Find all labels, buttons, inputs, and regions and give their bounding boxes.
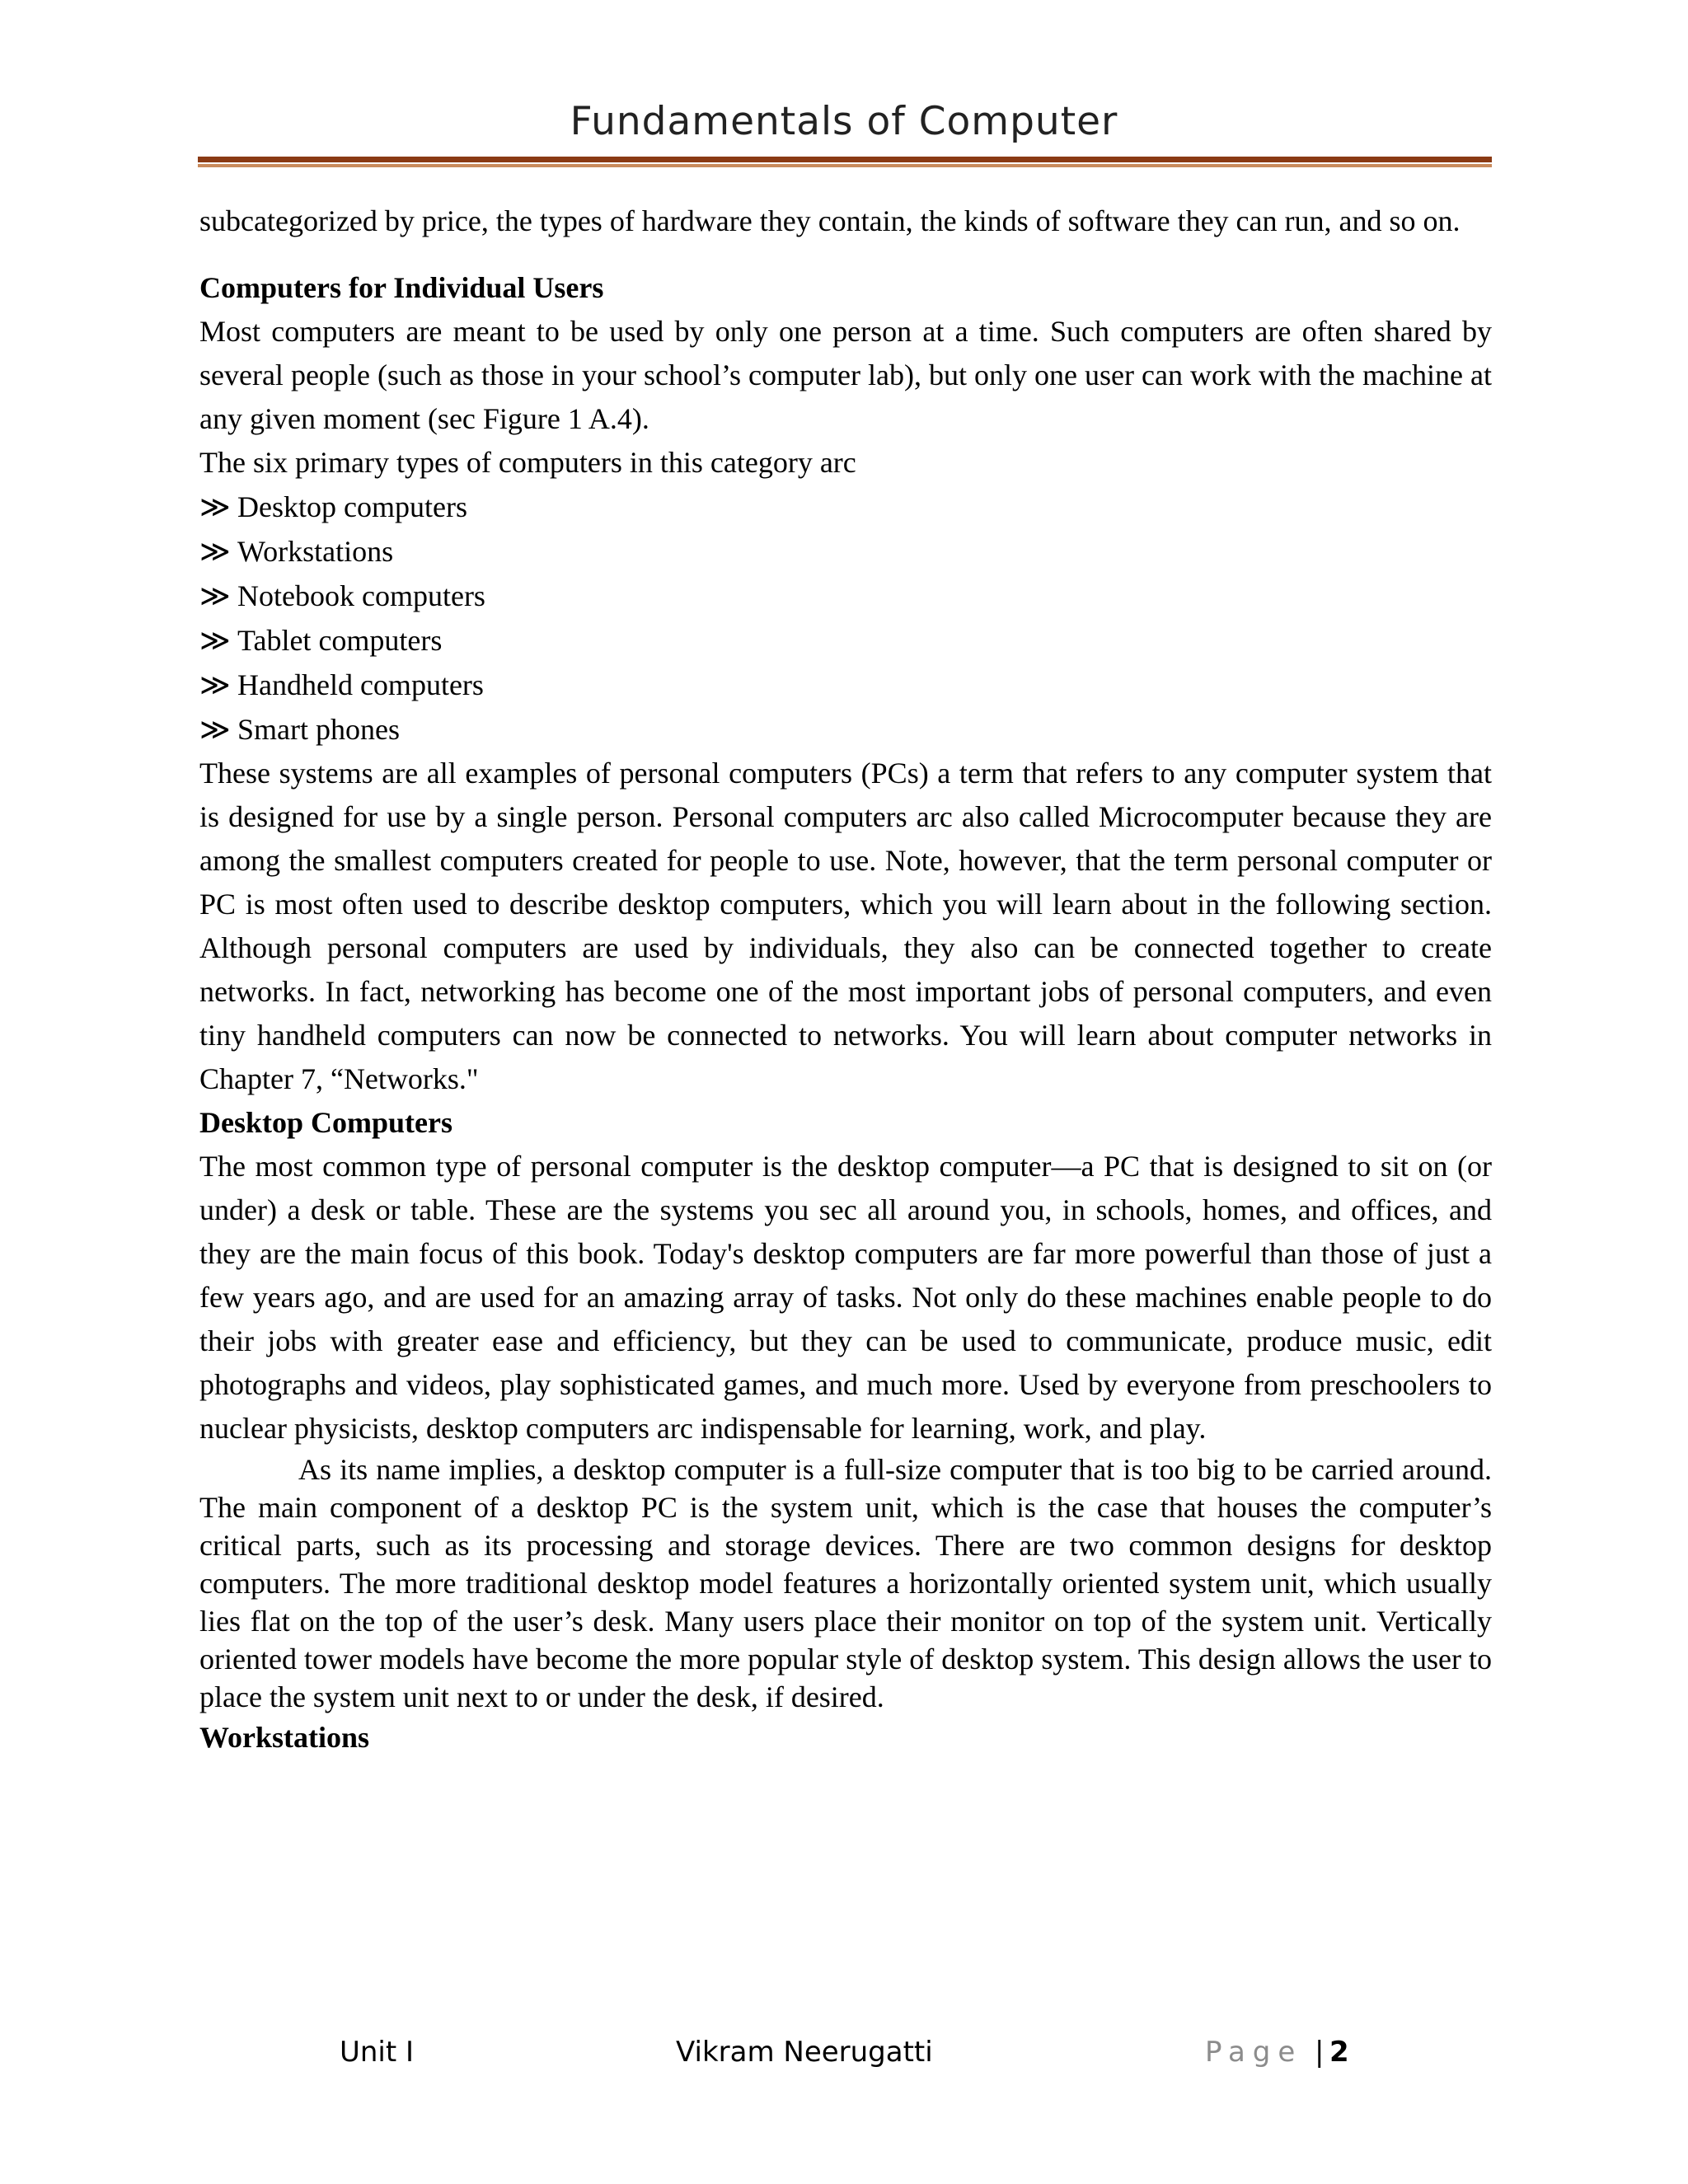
list-item [199,529,1492,574]
paragraph-personal-computers: These systems are all examples of personal computers (PCs) a term that refers to any computer system that is designed for use by a single person. Personal computers arc also called Microcomputer because they are among the smallest computers created for people to use. Note, however, that the term personal computer or PC is most often used to describe desktop computers, which you will learn about in the following section. Although personal computers are used by individuals, they also can be connected together to create networks. In fact, networking has become one of the most important jobs of personal computers, and even tiny handheld computers can now be connected to networks. You will learn about computer networks in Chapter 7, “Networks." [199,757,1492,1095]
footer-page-number: 2 [1329,2036,1349,2069]
list-item [199,485,1492,529]
list-item-label: Workstations [237,535,394,568]
bullet-icon: ≫ [199,535,231,568]
section-heading-desktop-computers: Desktop Computers [199,1106,453,1139]
header-rule-thick [198,157,1492,162]
list-item-label: Notebook computers [237,579,485,612]
page-content [199,199,1492,1760]
list-item-label: Desktop computers [237,490,467,523]
header-rule-thin [198,164,1492,167]
computer-types-list [199,485,1492,752]
bullet-icon: ≫ [199,579,231,612]
list-item [199,574,1492,618]
list-item-label: Smart phones [237,713,400,746]
list-item [199,618,1492,663]
bullet-icon: ≫ [199,624,231,657]
bullet-icon: ≫ [199,713,231,746]
paragraph-individual-users: Most computers are meant to be used by only one person at a time. Such computers are often shared by several people (such as those in your school’s computer lab), but only one user can work with the machine at any given moment (sec Figure 1 A.4). [199,315,1492,435]
intro-paragraph: subcategorized by price, the types of hardware they contain, the kinds of software they can run, and so on. [199,204,1461,237]
list-intro: The six primary types of computers in this category arc [199,446,856,479]
bullet-icon: ≫ [199,490,231,523]
page-header-title: Fundamentals of Computer [570,99,1118,144]
footer-author: Vikram Neerugatti [676,2036,933,2069]
bullet-icon: ≫ [199,668,231,701]
footer-separator: | [1315,2036,1325,2069]
paragraph-desktop-design: As its name implies, a desktop computer is a full-size computer that is too big to be carried around. The main component of a desktop PC is the system unit, which is the case that houses the computer’s critical parts, such as its processing and storage devices. There are two common designs for desktop computers. The more traditional desktop model features a horizontally oriented system unit, which usually lies flat on the top of the user’s desk. Many users place their monitor on top of the system unit. Vertically oriented tower models have become the more popular style of desktop system. This design allows the user to place the system unit next to or under the desk, if desired. [199,1453,1492,1713]
paragraph-desktop-computers: The most common type of personal computer is the desktop computer—a PC that is designed to sit on (or under) a desk or table. These are the systems you sec all around you, in schools, homes, and offices, and they are the main focus of this book. Today's desktop computers are far more powerful than those of just a few years ago, and are used for an amazing array of tasks. Not only do these machines enable people to do their jobs with greater ease and efficiency, but they can be used to communicate, produce music, edit photographs and videos, play sophisticated games, and much more. Used by everyone from preschoolers to nuclear physicists, desktop computers arc indispensable for learning, work, and play. [199,1150,1492,1445]
list-item [199,707,1492,752]
list-item-label: Handheld computers [237,668,484,701]
footer-unit: Unit I [340,2036,415,2069]
list-item-label: Tablet computers [237,624,443,657]
section-heading-individual-users: Computers for Individual Users [199,271,604,304]
list-item [199,663,1492,707]
section-heading-workstations: Workstations [199,1721,370,1754]
footer-page-label: Page [1205,2036,1303,2069]
